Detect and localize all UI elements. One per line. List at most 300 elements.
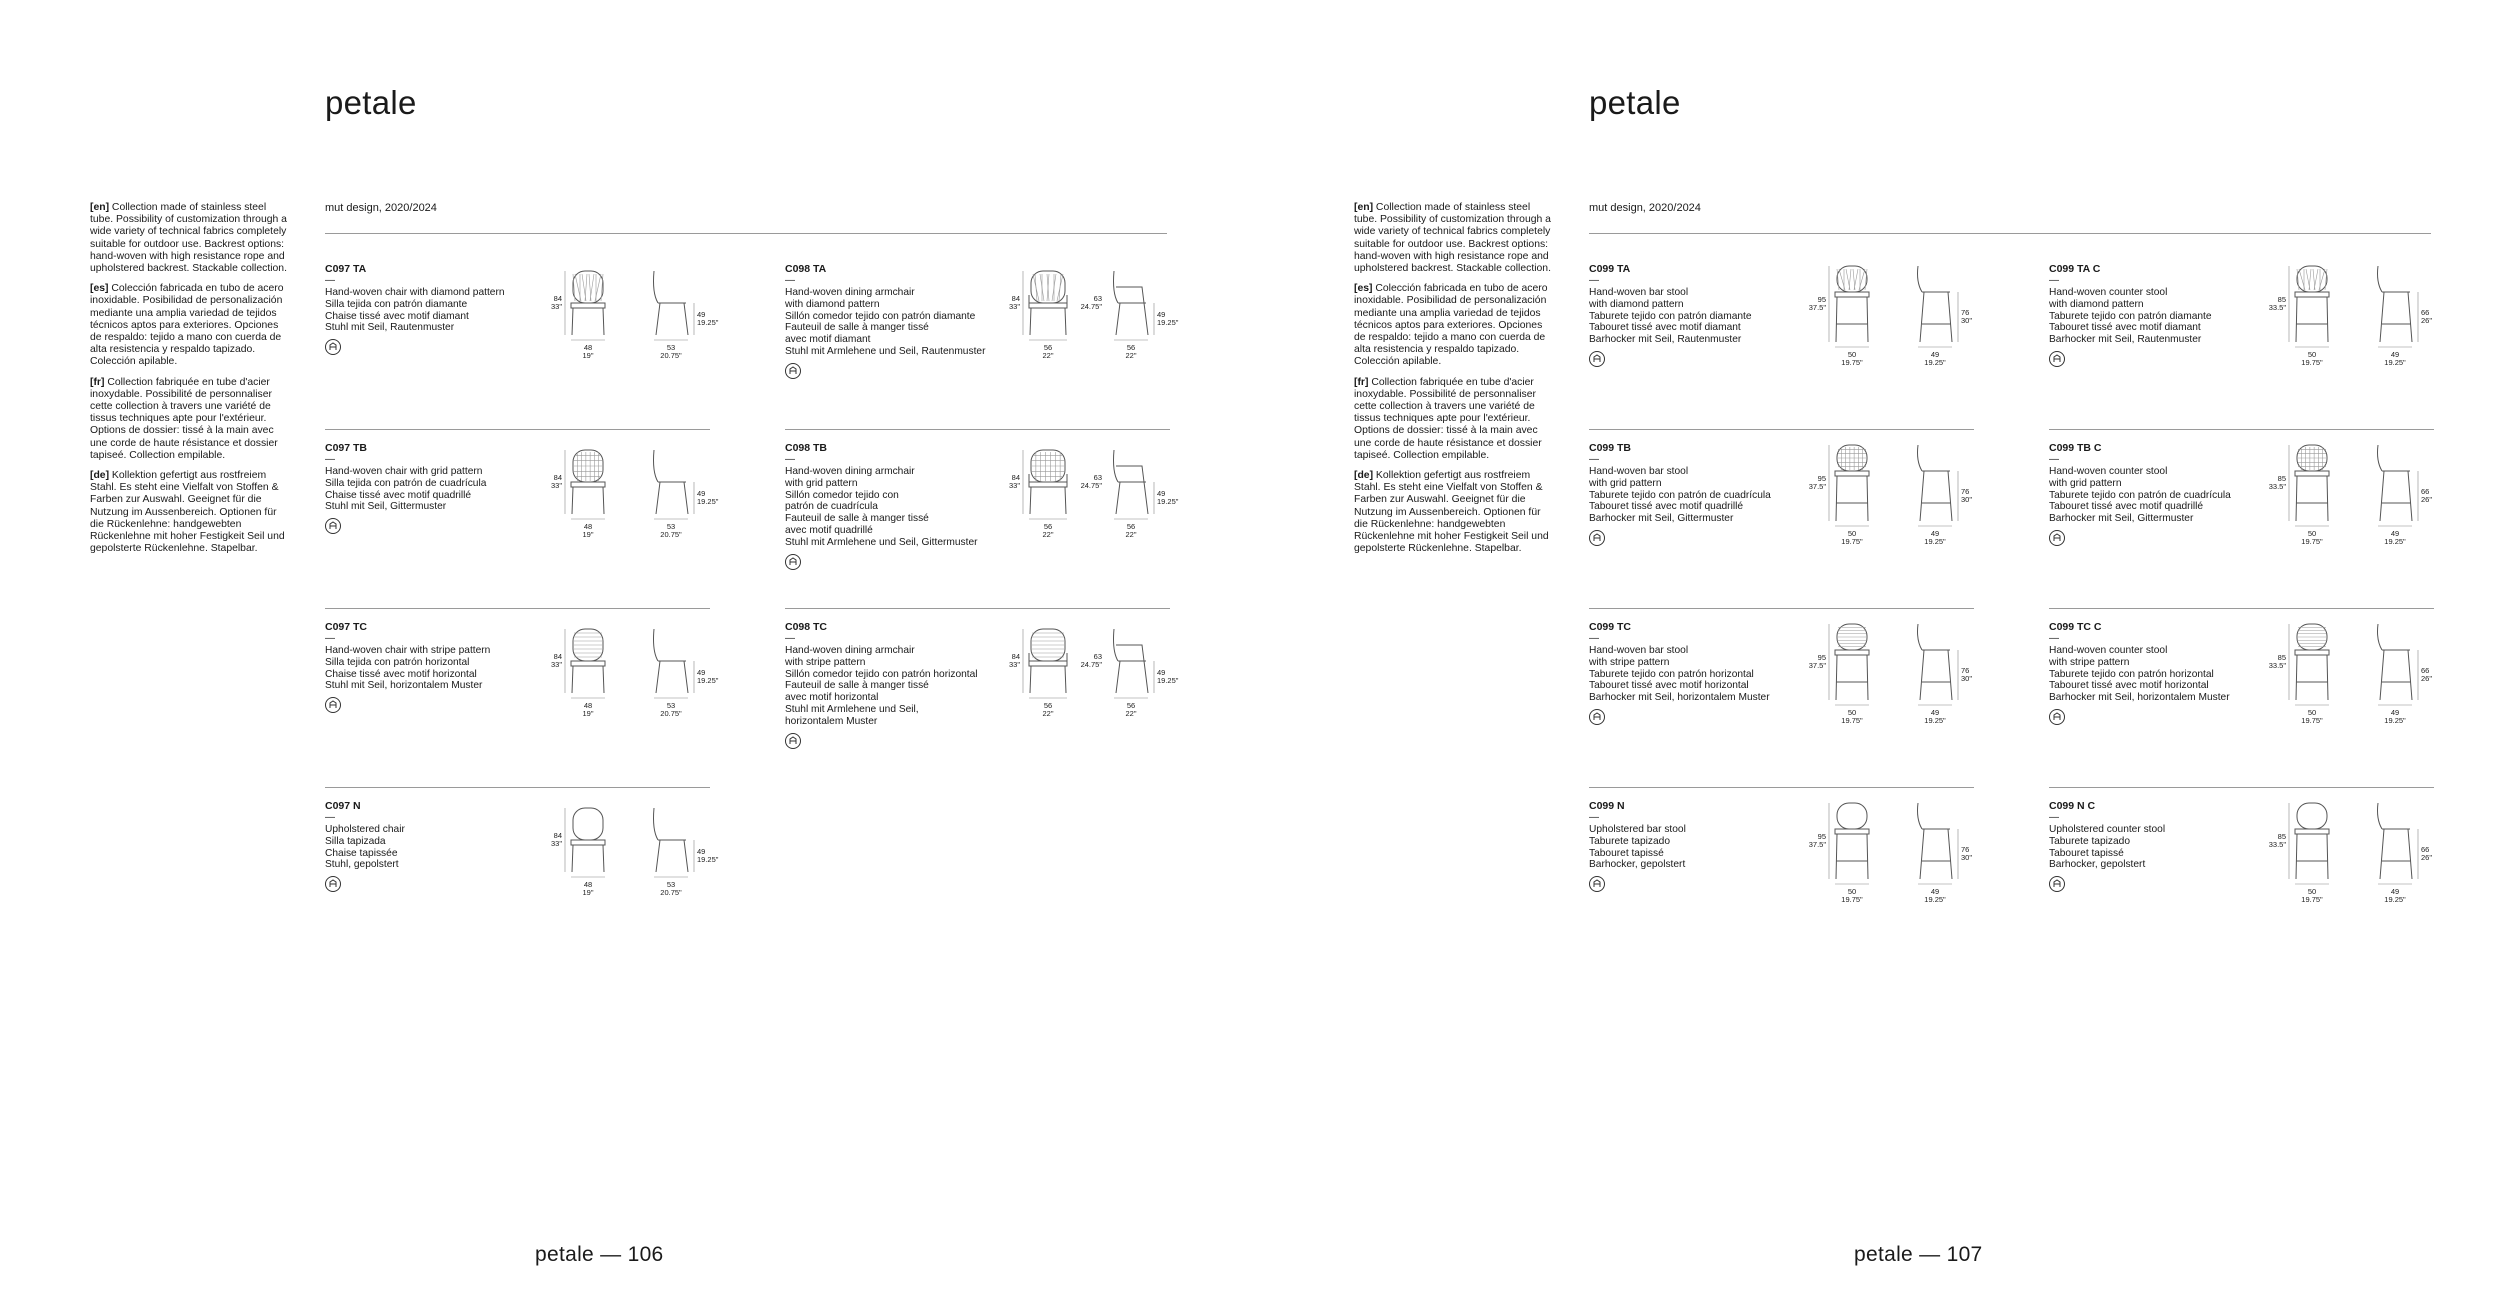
mut-outdoor-icon [2049, 530, 2065, 546]
front-width-value: 50 [1847, 708, 1857, 717]
item-divider [325, 608, 710, 609]
product-description-line: Hand-woven bar stool [1589, 287, 1689, 298]
side-seat-height-inches: 19.25" [697, 676, 719, 685]
leg-line [1836, 476, 1837, 521]
front-height-inches: 33" [1008, 481, 1020, 490]
side-depth-inches: 22" [1125, 530, 1137, 539]
leg-line [572, 308, 573, 335]
leg-line [2327, 834, 2328, 879]
front-view-drawing [1835, 624, 1869, 700]
front-view-drawing [1835, 266, 1869, 342]
backrest-side [1918, 803, 1923, 829]
rear-leg [2380, 292, 2384, 342]
product-technical-drawing [540, 621, 740, 736]
product-code: C098 TA [785, 263, 827, 275]
product-technical-drawing [540, 263, 740, 378]
front-leg [2408, 650, 2412, 700]
backrest-pattern [2298, 627, 2326, 647]
side-seat-height-inches: 19.25" [697, 318, 719, 327]
product-description-line: Chaise tissé avec motif diamant [325, 310, 469, 322]
product-description-line: Hand-woven bar stool [1589, 645, 1689, 656]
side-depth-inches: 20.75" [660, 530, 682, 539]
backrest-side [1918, 266, 1923, 292]
front-width-value: 56 [1043, 701, 1053, 710]
side-view-drawing [654, 271, 689, 335]
front-width-inches: 22" [1042, 351, 1054, 360]
front-height-inches: 37.5" [1808, 840, 1826, 849]
product-technical-drawing [2264, 437, 2464, 552]
product-technical-drawing [1804, 795, 2004, 910]
backrest-shape [2297, 266, 2327, 292]
product-dash: — [2049, 275, 2059, 286]
item-divider [2049, 787, 2434, 788]
product-code: C098 TC [785, 621, 828, 633]
seat-shape [2295, 829, 2329, 834]
side-depth-inches: 19.25" [1924, 358, 1946, 367]
front-height-value: 95 [1817, 653, 1826, 662]
mut-outdoor-icon [325, 876, 341, 892]
front-view-drawing [1029, 450, 1067, 514]
backrest-pattern [1033, 274, 1063, 301]
front-view-drawing [2295, 266, 2329, 342]
seat-shape [2295, 292, 2329, 297]
product-technical-drawing [2264, 616, 2464, 731]
product-dash: — [1589, 812, 1599, 823]
front-width-value: 56 [1043, 522, 1053, 531]
front-height-inches: 33" [550, 839, 562, 848]
description-es: [es] Colección fabricada en tubo de acero inoxidable. Posibilidad de personalización mediante una amplia variedad de tejidos técnicos aptos para exteriores. Opciones de respaldo: tejido a mano con cuerda de alta resistencia y respaldo tapizado. Colección apilable. [1354, 283, 1548, 368]
front-leg [2408, 292, 2412, 342]
rear-leg [2380, 650, 2384, 700]
seat-shape [1835, 292, 1869, 297]
side-depth-value: 53 [666, 343, 676, 352]
product-description-line: Tabouret tapissé [2049, 847, 2124, 859]
mut-outdoor-icon [1589, 876, 1605, 892]
product-item [785, 263, 1179, 433]
backrest-shape [1837, 803, 1867, 829]
product-description-line: Hand-woven chair with grid pattern [325, 466, 483, 477]
front-height-inches: 33" [1008, 302, 1020, 311]
product-technical-drawing [2264, 258, 2464, 373]
leg-line [1030, 487, 1031, 514]
front-height-inches: 37.5" [1808, 661, 1826, 670]
rear-leg [656, 482, 660, 514]
front-height-inches: 33" [550, 660, 562, 669]
side-seat-height-inches: 26" [2421, 316, 2433, 325]
product-description-line: Stuhl, gepolstert [325, 859, 399, 871]
side-seat-height-inches: 30" [1961, 674, 1973, 683]
leg-line [1030, 666, 1031, 693]
product-description-line: horizontalem Muster [785, 715, 878, 727]
product-technical-drawing [1804, 616, 2004, 731]
front-width-value: 50 [1847, 887, 1857, 896]
product-technical-drawing [1804, 437, 2004, 552]
side-seat-height-value: 49 [697, 489, 706, 498]
seat-shape [1029, 482, 1067, 487]
side-seat-height-value: 66 [2421, 308, 2430, 317]
product-description-line: Tabouret tissé avec motif horizontal [2049, 680, 2209, 692]
armrest-side [1116, 466, 1144, 482]
page-number: petale — 106 [535, 1243, 664, 1266]
leg-line [572, 487, 573, 514]
side-depth-value: 56 [1126, 343, 1136, 352]
header-divider [1589, 233, 2431, 234]
front-height-value: 84 [1011, 652, 1020, 661]
product-code: C099 TA [1589, 263, 1631, 275]
seat-shape [571, 661, 605, 666]
product-description-line: Fauteuil de salle à manger tissé [785, 513, 929, 525]
side-view-drawing [1918, 624, 1953, 700]
seat-shape [1029, 303, 1067, 308]
product-description-line: Taburete tejido con patrón diamante [1589, 310, 1752, 322]
side-seat-height-inches: 30" [1961, 853, 1973, 862]
backrest-side [2378, 624, 2383, 650]
item-divider [2049, 608, 2434, 609]
product-description-line: Hand-woven chair with stripe pattern [325, 645, 491, 656]
product-item [325, 621, 719, 791]
product-dash: — [325, 275, 335, 286]
product-description-line: Taburete tapizado [2049, 835, 2130, 847]
front-view-drawing [1835, 445, 1869, 521]
side-view-drawing [1114, 450, 1149, 514]
product-description-line: Taburete tejido con patrón horizontal [2049, 668, 2214, 680]
product-item [1589, 263, 1974, 433]
front-leg [1948, 471, 1952, 521]
product-item [785, 621, 1179, 791]
description-de: [de] Kollektion gefertigt aus rostfreiem Stahl. Es steht eine Vielfalt von Stoffen & Farben zur Auswahl. Geeignet für die Nutzung im Aussenbereich. Optionen für die Rückenlehne: handgewebten Rückenlehne mit hoher Festigkeit Seil und gepolsterte Rückenlehne. Stapelbar. [90, 470, 285, 555]
product-description-line: Tabouret tissé avec motif horizontal [1589, 680, 1749, 692]
item-divider [785, 429, 1170, 430]
side-seat-height-value: 66 [2421, 845, 2430, 854]
side-depth-inches: 20.75" [660, 709, 682, 718]
backrest-side [2378, 445, 2383, 471]
rear-leg [2380, 471, 2384, 521]
product-description-line: Hand-woven dining armchair [785, 645, 915, 656]
side-seat-height-value: 76 [1961, 666, 1970, 675]
backrest-side [654, 808, 659, 840]
product-description-line: Upholstered chair [325, 824, 405, 835]
front-height-value: 95 [1817, 474, 1826, 483]
seat-shape [571, 840, 605, 845]
product-description-line: Fauteuil de salle à manger tissé [785, 680, 929, 692]
side-view-drawing [654, 808, 689, 872]
front-width-inches: 19" [582, 351, 594, 360]
product-item [325, 263, 719, 433]
collection-description [1354, 202, 1554, 563]
front-width-inches: 22" [1042, 709, 1054, 718]
product-description-line: Tabouret tissé avec motif diamant [2049, 322, 2201, 334]
side-depth-value: 49 [2390, 887, 2400, 896]
backrest-side [654, 450, 659, 482]
backrest-pattern [1838, 447, 1866, 470]
front-height-inches: 33" [1008, 660, 1020, 669]
front-leg [684, 303, 688, 335]
product-dash: — [2049, 633, 2059, 644]
product-description-line: avec motif diamant [785, 334, 871, 346]
front-view-drawing [1029, 271, 1067, 335]
product-code: C099 TB C [2049, 442, 2102, 454]
side-depth-value: 49 [2390, 529, 2400, 538]
product-description-line: Stuhl mit Armlehene und Seil, Rautenmuster [785, 345, 986, 357]
side-seat-height-value: 49 [697, 668, 706, 677]
product-description-line: Upholstered bar stool [1589, 824, 1686, 835]
product-dash: — [1589, 454, 1599, 465]
front-view-drawing [571, 450, 605, 514]
front-width-inches: 19.75" [1841, 716, 1863, 725]
front-width-value: 48 [583, 880, 593, 889]
front-width-inches: 19.75" [1841, 895, 1863, 904]
front-height-inches: 33.5" [2268, 482, 2286, 491]
product-description-line: with stripe pattern [1589, 656, 1670, 668]
front-width-value: 50 [2307, 350, 2317, 359]
seat-shape [2295, 650, 2329, 655]
front-leg [684, 840, 688, 872]
designer-credit: mut design, 2020/2024 [325, 202, 437, 214]
product-dash: — [2049, 812, 2059, 823]
side-depth-value: 56 [1126, 522, 1136, 531]
product-description-line: with grid pattern [2049, 477, 2122, 489]
product-description-line: Sillón comedor tejido con patrón horizontal [785, 668, 978, 680]
side-depth-inches: 22" [1125, 709, 1137, 718]
armrest-height-inches: 24.75" [1080, 660, 1102, 669]
front-height-value: 84 [553, 294, 562, 303]
backrest-side [654, 629, 659, 661]
front-width-value: 50 [1847, 350, 1857, 359]
front-view-drawing [1029, 629, 1067, 693]
product-description-line: Stuhl mit Seil, horizontalem Muster [325, 680, 483, 692]
leg-line [1836, 297, 1837, 342]
side-depth-value: 49 [1930, 350, 1940, 359]
product-description-line: Tabouret tapissé [1589, 847, 1664, 859]
side-seat-height-value: 66 [2421, 487, 2430, 496]
seat-shape [571, 482, 605, 487]
side-depth-value: 49 [1930, 529, 1940, 538]
leg-line [2296, 834, 2297, 879]
side-view-drawing [1918, 445, 1953, 521]
leg-line [572, 666, 573, 693]
product-code: C099 TB [1589, 442, 1632, 454]
product-description-line: Taburete tejido con patrón horizontal [1589, 668, 1754, 680]
page-number: petale — 107 [1854, 1243, 1983, 1266]
backrest-pattern [1837, 269, 1867, 290]
front-height-value: 85 [2277, 653, 2286, 662]
product-description-line: Chaise tissé avec motif horizontal [325, 668, 477, 680]
front-view-drawing [1835, 803, 1869, 879]
side-depth-inches: 22" [1125, 351, 1137, 360]
product-dash: — [1589, 633, 1599, 644]
product-description-line: Hand-woven dining armchair [785, 287, 915, 298]
rear-leg [1920, 292, 1924, 342]
leg-line [1065, 666, 1066, 693]
leg-line [1030, 308, 1031, 335]
leg-line [2327, 297, 2328, 342]
front-height-value: 84 [553, 652, 562, 661]
product-description-line: Hand-woven counter stool [2049, 287, 2168, 298]
product-item [1589, 800, 1974, 970]
rear-leg [656, 661, 660, 693]
front-width-inches: 19.75" [1841, 537, 1863, 546]
backrest-side [2378, 803, 2383, 829]
backrest-shape [2297, 803, 2327, 829]
product-item [785, 442, 1179, 612]
side-depth-value: 49 [1930, 708, 1940, 717]
item-divider [785, 608, 1170, 609]
mut-outdoor-icon [2049, 876, 2065, 892]
backrest-pattern [573, 274, 603, 301]
rear-leg [2380, 829, 2384, 879]
front-leg [684, 661, 688, 693]
mut-outdoor-icon [2049, 709, 2065, 725]
product-description-line: with grid pattern [1589, 477, 1662, 489]
side-seat-height-value: 49 [697, 847, 706, 856]
front-width-inches: 19.75" [2301, 537, 2323, 546]
armrest-height-inches: 24.75" [1080, 302, 1102, 311]
product-technical-drawing [1000, 442, 1200, 557]
product-item [325, 442, 719, 612]
rear-leg [1920, 650, 1924, 700]
side-seat-height-value: 49 [1157, 668, 1166, 677]
leg-line [603, 487, 604, 514]
product-description-line: Stuhl mit Armlehene und Seil, [785, 703, 919, 715]
backrest-pattern [574, 633, 602, 657]
product-code: C098 TB [785, 442, 828, 454]
product-description-line: Stuhl mit Seil, Gittermuster [325, 501, 447, 513]
product-description-line: Barhocker mit Seil, Rautenmuster [1589, 334, 1742, 346]
front-height-inches: 33" [550, 302, 562, 311]
front-height-value: 85 [2277, 295, 2286, 304]
product-description-line: Barhocker mit Seil, Rautenmuster [2049, 334, 2202, 346]
side-view-drawing [1114, 629, 1149, 693]
product-description-line: Silla tejida con patrón de cuadrícula [325, 477, 487, 489]
product-description-line: Hand-woven chair with diamond pattern [325, 287, 505, 298]
product-description-line: patrón de cuadrícula [785, 501, 878, 513]
description-en: [en] Collection made of stainless steel tube. Possibility of customization through a wide variety of technical fabrics completely suitable for outdoor use. Backrest options: hand-woven with high resistance rope and upholstered backrest. Stackable collection. [90, 202, 287, 275]
front-leg [2408, 829, 2412, 879]
side-seat-height-inches: 30" [1961, 495, 1973, 504]
product-description-line: Taburete tejido con patrón diamante [2049, 310, 2212, 322]
front-height-inches: 33.5" [2268, 303, 2286, 312]
product-description-line: with diamond pattern [2049, 298, 2144, 310]
product-code: C097 TA [325, 263, 367, 275]
product-code: C097 N [325, 800, 361, 812]
front-height-value: 95 [1817, 295, 1826, 304]
description-en: [en] Collection made of stainless steel tube. Possibility of customization through a wide variety of technical fabrics completely suitable for outdoor use. Backrest options: hand-woven with high resistance rope and upholstered backrest. Stackable collection. [1354, 202, 1551, 275]
product-description-line: Silla tejida con patrón horizontal [325, 656, 470, 668]
side-view-drawing [654, 629, 689, 693]
backrest-pattern [1032, 452, 1064, 481]
product-item [2049, 621, 2434, 791]
backrest-pattern [574, 452, 602, 481]
front-view-drawing [571, 629, 605, 693]
side-view-drawing [1114, 271, 1149, 335]
collection-description [90, 202, 290, 563]
front-height-value: 84 [1011, 294, 1020, 303]
description-fr: [fr] Collection fabriquée en tube d'acier inoxydable. Possibilité de personnaliser cette collection à travers une variété de tissus techniques apte pour l'extérieur. Options de dossier: tissé à la main avec une corde de haute résistance et dossier tapiseé. Collection empilable. [1354, 376, 1542, 461]
side-depth-value: 53 [666, 880, 676, 889]
rear-leg [656, 303, 660, 335]
front-view-drawing [571, 808, 605, 872]
leg-line [1867, 297, 1868, 342]
leg-line [603, 308, 604, 335]
mut-outdoor-icon [1589, 530, 1605, 546]
rear-leg [1116, 482, 1120, 514]
side-depth-value: 49 [2390, 708, 2400, 717]
rear-leg [1920, 829, 1924, 879]
front-height-value: 84 [553, 473, 562, 482]
side-depth-value: 56 [1126, 701, 1136, 710]
product-dash: — [785, 633, 795, 644]
product-code: C099 TC [1589, 621, 1632, 633]
catalog-page-right [1264, 0, 2500, 1297]
product-dash: — [325, 633, 335, 644]
product-technical-drawing [540, 800, 740, 915]
side-seat-height-value: 76 [1961, 308, 1970, 317]
front-height-inches: 33.5" [2268, 661, 2286, 670]
side-seat-height-inches: 26" [2421, 853, 2433, 862]
side-seat-height-inches: 26" [2421, 495, 2433, 504]
front-width-inches: 19.75" [1841, 358, 1863, 367]
item-divider [1589, 429, 1974, 430]
product-description-line: Sillón comedor tejido con [785, 489, 899, 501]
front-height-value: 84 [1011, 473, 1020, 482]
product-technical-drawing [2264, 795, 2464, 910]
product-description-line: Taburete tejido con patrón de cuadrícula [1589, 489, 1771, 501]
product-description-line: Taburete tejido con patrón de cuadrícula [2049, 489, 2231, 501]
backrest-pattern [1032, 633, 1064, 657]
product-code: C097 TB [325, 442, 368, 454]
side-seat-height-value: 66 [2421, 666, 2430, 675]
armrest-height-inches: 24.75" [1080, 481, 1102, 490]
backrest-side [1918, 445, 1923, 471]
front-width-value: 50 [1847, 529, 1857, 538]
product-item [1589, 442, 1974, 612]
product-description-line: with diamond pattern [1589, 298, 1684, 310]
front-leg [684, 482, 688, 514]
leg-line [1836, 655, 1837, 700]
product-description-line: avec motif quadrillé [785, 524, 873, 536]
backrest-pattern [2298, 447, 2326, 470]
side-depth-inches: 19.25" [2384, 358, 2406, 367]
product-description-line: Hand-woven dining armchair [785, 466, 915, 477]
product-technical-drawing [1804, 258, 2004, 373]
side-view-drawing [2378, 445, 2413, 521]
product-dash: — [785, 454, 795, 465]
leg-line [1836, 834, 1837, 879]
leg-line [2327, 655, 2328, 700]
seat-shape [1835, 650, 1869, 655]
leg-line [2327, 476, 2328, 521]
seat-shape [571, 303, 605, 308]
leg-line [603, 845, 604, 872]
leg-line [1867, 476, 1868, 521]
product-code: C099 TC C [2049, 621, 2102, 633]
product-description-line: Barhocker mit Seil, Gittermuster [2049, 513, 2194, 525]
side-seat-height-value: 49 [1157, 310, 1166, 319]
front-width-value: 48 [583, 701, 593, 710]
product-description-line: Barhocker mit Seil, horizontalem Muster [2049, 692, 2230, 704]
front-width-inches: 19" [582, 530, 594, 539]
front-leg [1948, 829, 1952, 879]
product-dash: — [325, 454, 335, 465]
side-seat-height-inches: 19.25" [1157, 497, 1179, 506]
leg-line [1867, 655, 1868, 700]
leg-line [1867, 834, 1868, 879]
rear-leg [1116, 303, 1120, 335]
product-code: C099 TA C [2049, 263, 2101, 275]
product-description-line: Stuhl mit Seil, Rautenmuster [325, 322, 455, 334]
backrest-side [654, 271, 659, 303]
product-description-line: Hand-woven bar stool [1589, 466, 1689, 477]
